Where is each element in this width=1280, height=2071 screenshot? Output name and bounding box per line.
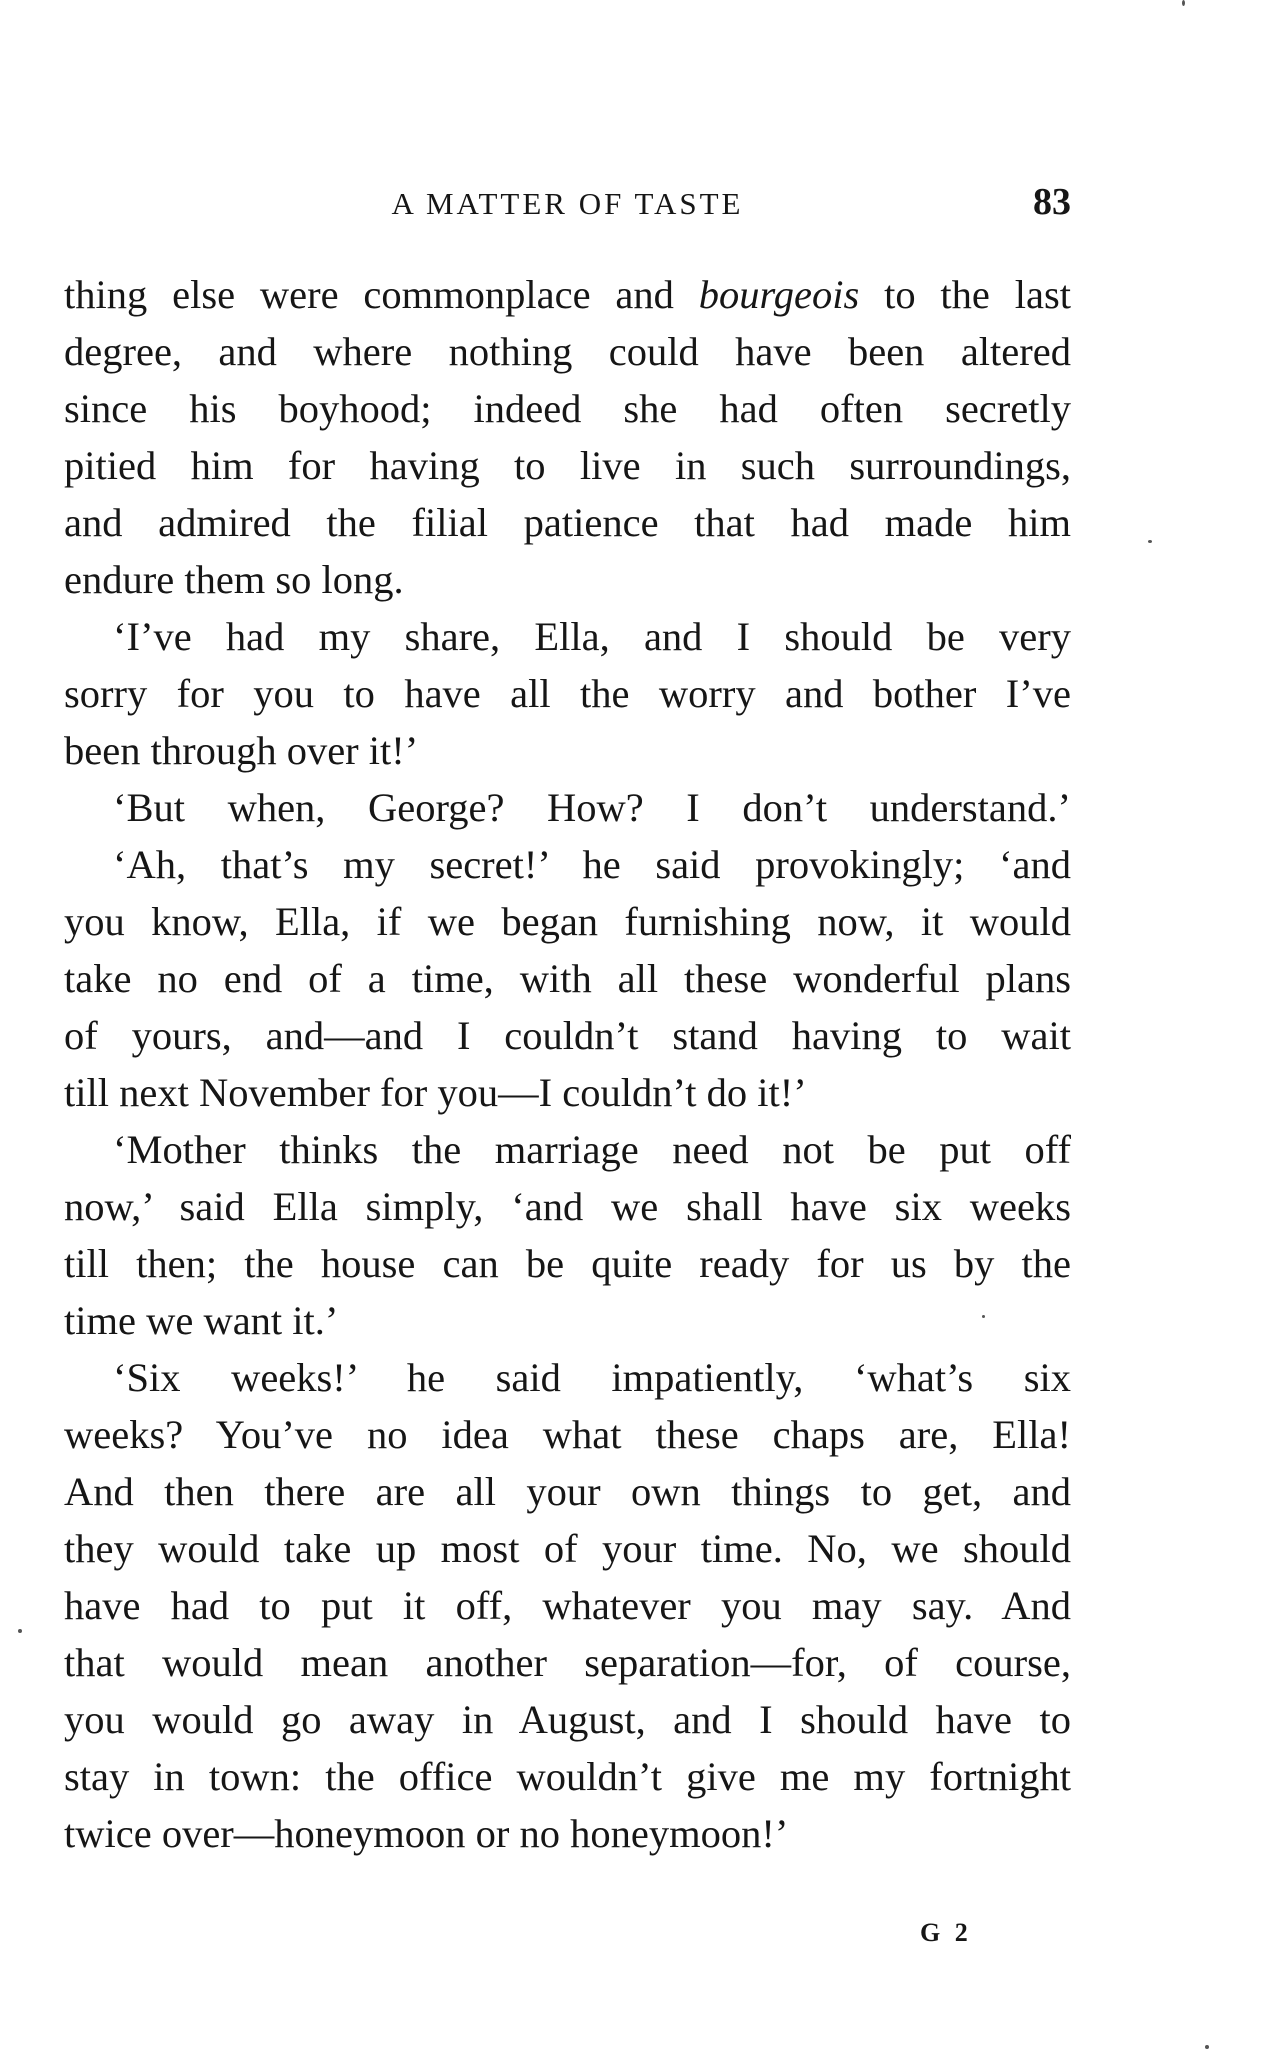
text-line: ‘Six weeks!’ he said impatiently, ‘what’s six bbox=[113, 1355, 1071, 1400]
scan-speck bbox=[1182, 0, 1185, 6]
text-line: endure them so long. bbox=[64, 557, 404, 602]
text-line: thing else were commonplace and bourgeois to the last bbox=[64, 272, 1071, 317]
page-number: 83 bbox=[1033, 181, 1071, 223]
text-line: ‘I’ve had my share, Ella, and I should be very bbox=[113, 614, 1071, 659]
text-line: they would take up most of your time. No, we should bbox=[64, 1526, 1071, 1571]
text-line: you know, Ella, if we began furnishing now, it would bbox=[64, 899, 1071, 944]
text-line: been through over it!’ bbox=[64, 728, 419, 773]
text-line: stay in town: the office wouldn’t give me my fortnight bbox=[64, 1754, 1071, 1799]
scan-speck bbox=[18, 1629, 22, 1633]
running-head bbox=[64, 176, 1071, 226]
text-line: ‘Mother thinks the marriage need not be put off bbox=[113, 1127, 1071, 1172]
text-line: twice over—honeymoon or no honeymoon!’ bbox=[64, 1811, 789, 1856]
text-line: and admired the filial patience that had made him bbox=[64, 500, 1071, 545]
text-line: sorry for you to have all the worry and bother I’ve bbox=[64, 671, 1071, 716]
text-line: ‘But when, George? How? I don’t understand.’ bbox=[113, 785, 1071, 830]
text-line: that would mean another separation—for, of course, bbox=[64, 1640, 1071, 1685]
text-line: weeks? You’ve no idea what these chaps are, Ella! bbox=[64, 1412, 1071, 1457]
text-line: till next November for you—I couldn’t do it!’ bbox=[64, 1070, 807, 1115]
text-line: have had to put it off, whatever you may say. And bbox=[64, 1583, 1071, 1628]
text-line: take no end of a time, with all these wonderful plans bbox=[64, 956, 1071, 1001]
body-text bbox=[64, 266, 1071, 1862]
scan-speck bbox=[982, 1315, 985, 1318]
text-line: now,’ said Ella simply, ‘and we shall have six weeks bbox=[64, 1184, 1071, 1229]
scan-speck bbox=[1148, 540, 1152, 543]
signature-mark: G 2 bbox=[920, 1918, 972, 1947]
text-line: till then; the house can be quite ready for us by the bbox=[64, 1241, 1071, 1286]
text-line: of yours, and—and I couldn’t stand having to wait bbox=[64, 1013, 1071, 1058]
text-line: time we want it.’ bbox=[64, 1298, 339, 1343]
text-line: ‘Ah, that’s my secret!’ he said provokingly; ‘and bbox=[113, 842, 1071, 887]
text-line: pitied him for having to live in such surroundings, bbox=[64, 443, 1071, 488]
text-line: And then there are all your own things to get, and bbox=[64, 1469, 1071, 1514]
scan-speck bbox=[1205, 2045, 1209, 2049]
text-line: degree, and where nothing could have been altered bbox=[64, 329, 1071, 374]
text-line: you would go away in August, and I should have to bbox=[64, 1697, 1071, 1742]
text-line: since his boyhood; indeed she had often secretly bbox=[64, 386, 1071, 431]
running-title: A MATTER OF TASTE bbox=[391, 186, 744, 221]
